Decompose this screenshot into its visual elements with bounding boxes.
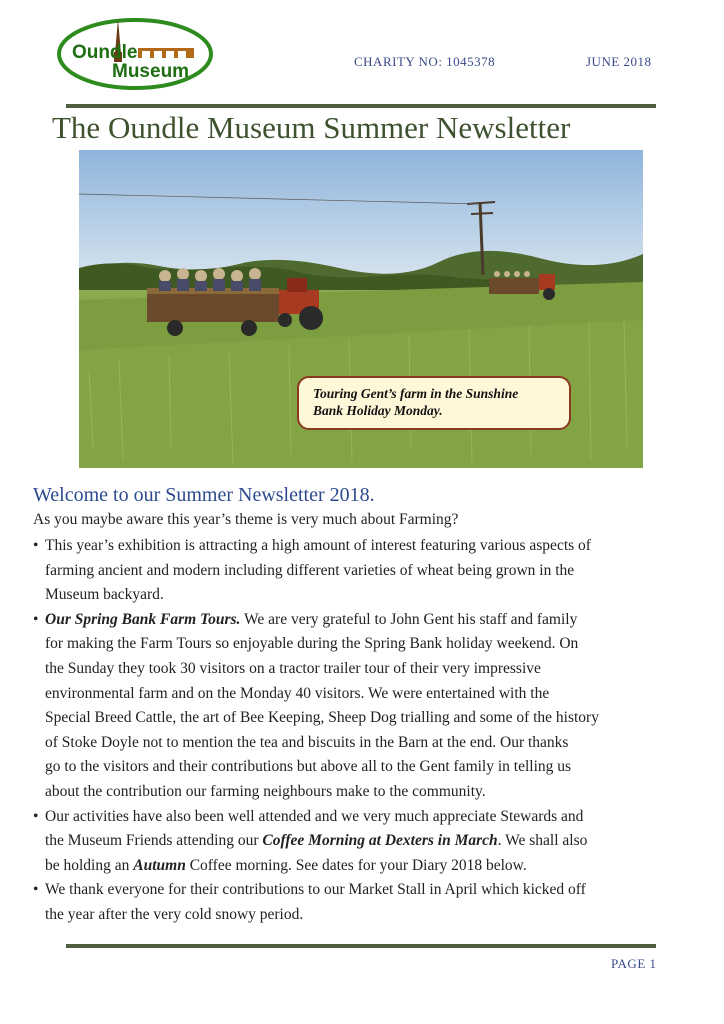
bullet-line: • This year’s exhibition is attracting a high amount of interest featuring various aspects of <box>45 537 591 554</box>
photo-caption-line-1: Touring Gent’s farm in the Sunshine <box>313 386 519 401</box>
bullet-line: of Stoke Doyle not to mention the tea and biscuits in the Barn at the end. Our thanks <box>45 733 569 751</box>
bullet-line: Special Breed Cattle, the art of Bee Keeping, Sheep Dog trialling and some of the history <box>45 709 599 727</box>
photo-caption-line-2: Bank Holiday Monday. <box>313 403 443 418</box>
bullet-line: • We thank everyone for their contributions to our Market Stall in April which kicked off <box>45 881 586 899</box>
page-number: PAGE 1 <box>611 956 657 971</box>
newsletter-title: The Oundle Museum Summer Newsletter <box>52 110 571 145</box>
intro-text: As you maybe aware this year’s theme is very much about Farming? <box>33 511 459 528</box>
coffee-morning-highlight: Coffee Morning at Dexters in March <box>262 832 498 850</box>
autumn-highlight: Autumn <box>133 856 186 874</box>
logo-text-top: Oundle <box>72 42 138 63</box>
bullet-line: • Our activities have also been well attended and we very much appreciate Stewards and <box>45 807 584 825</box>
news-bullets <box>33 534 693 928</box>
bullet-text: Coffee morning. See dates for your Diary 2018 below. <box>185 856 527 874</box>
bullet-text: be holding an <box>45 856 134 874</box>
museum-logo <box>56 14 214 92</box>
bullet-text: the Museum Friends attending our <box>45 832 263 850</box>
welcome-heading: Welcome to our Summer Newsletter 2018. <box>33 484 375 506</box>
farm-tour-photo <box>79 150 643 468</box>
footer-divider <box>66 944 656 948</box>
bullet-line: environmental farm and on the Monday 40 visitors. We were entertained with the <box>45 684 550 702</box>
farm-tours-lead: Our Spring Bank Farm Tours. <box>45 610 241 628</box>
header-divider <box>66 104 656 108</box>
bullet-farm-tours <box>33 608 693 805</box>
bullet-line: about the contribution our farming neighbours make to the community. <box>45 782 486 800</box>
bullet-line: the year after the very cold snowy period. <box>45 905 304 923</box>
bullet-text: . We shall also <box>497 832 588 850</box>
bullet-market-stall <box>33 878 693 927</box>
bullet-line: Museum backyard. <box>45 586 164 604</box>
bullet-line: farming ancient and modern including different varieties of wheat being grown in the <box>45 561 575 579</box>
bullet-exhibition <box>33 534 693 608</box>
bullet-line: for making the Farm Tours so enjoyable during the Spring Bank holiday weekend. On <box>45 635 579 653</box>
bullet-line: go to the visitors and their contributions but above all to the Gent family in telling us <box>45 758 572 776</box>
bullet-line: We are very grateful to John Gent his staff and family <box>240 610 578 628</box>
photo-caption <box>297 376 571 430</box>
bullet-line: the Sunday they took 30 visitors on a tractor trailer tour of their very impressive <box>45 659 541 677</box>
bullet-activities <box>33 805 693 879</box>
charity-number: CHARITY NO: 1045378 <box>354 54 496 69</box>
logo-text-bottom: Museum <box>112 61 190 82</box>
issue-date: JUNE 2018 <box>586 54 652 69</box>
